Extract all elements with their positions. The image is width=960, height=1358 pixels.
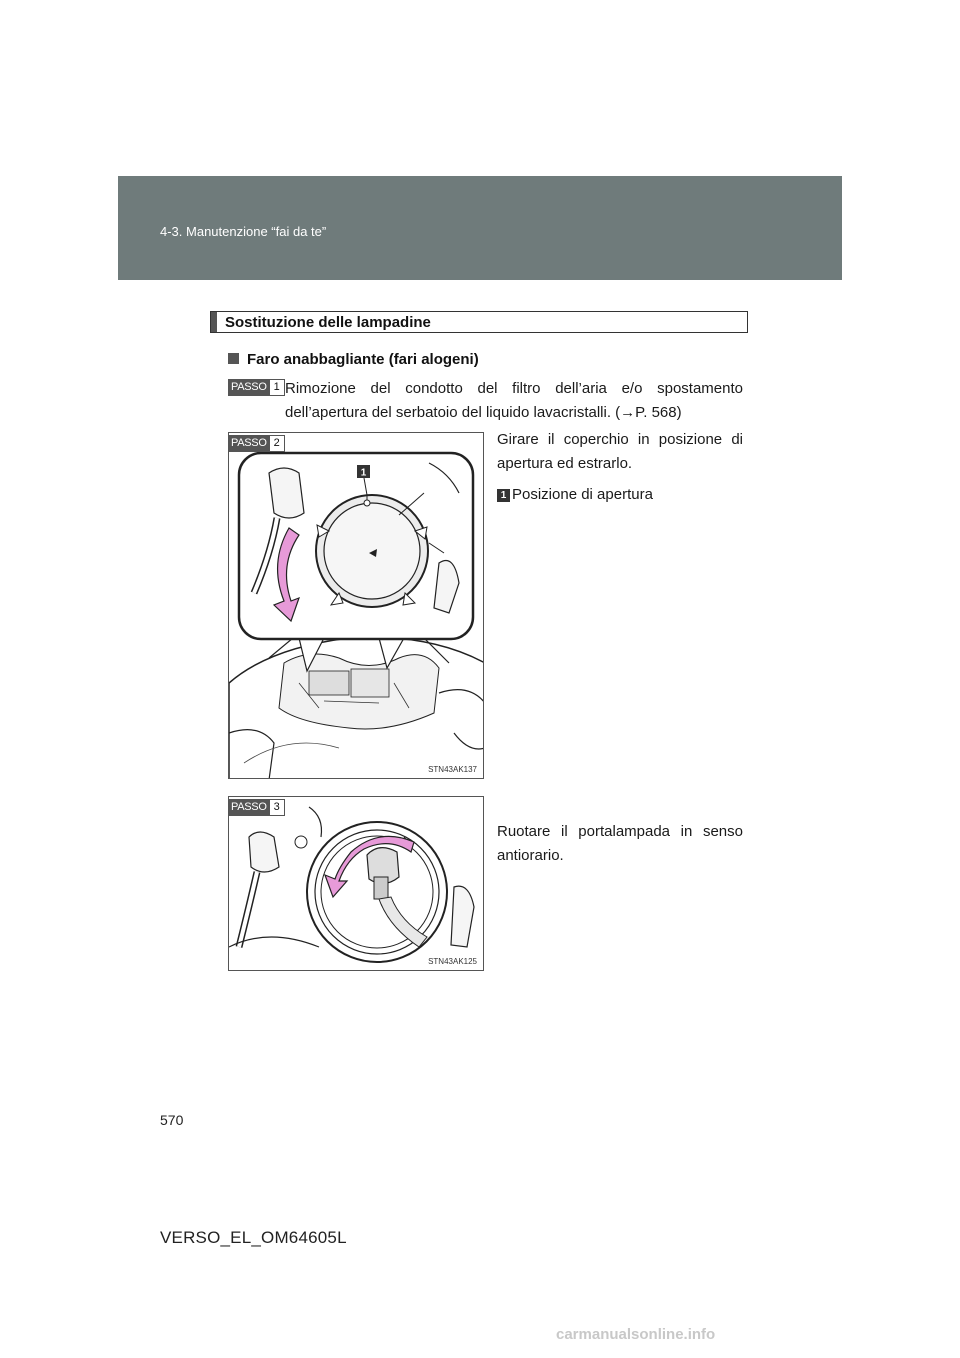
- section-title-box: [210, 311, 748, 333]
- figure-code: STN43AK125: [428, 957, 477, 966]
- engine-bay-illustration: [229, 433, 484, 779]
- step-label: PASSO: [228, 379, 270, 396]
- step-label: PASSO: [228, 435, 270, 452]
- page-number: 570: [160, 1112, 184, 1128]
- headlight-cover-figure: [228, 432, 484, 779]
- section-title-bar: [211, 312, 217, 332]
- section-title: Sostituzione delle lampadine: [225, 314, 431, 331]
- document-code: VERSO_EL_OM64605L: [160, 1228, 347, 1247]
- callout-label: 1: [360, 467, 367, 479]
- header-section-title: 4-3. Manutenzione “fai da te”: [160, 224, 327, 239]
- step-number: 2: [270, 435, 285, 452]
- bulb-holder-figure: [228, 796, 484, 971]
- subheading-text: Faro anabbagliante (fari alogeni): [247, 351, 479, 368]
- step-2-badge: [228, 435, 285, 452]
- step-label: PASSO: [228, 799, 270, 816]
- callout-text: Posizione di apertura: [512, 486, 653, 503]
- step-number: 3: [270, 799, 285, 816]
- step-1-badge: [228, 379, 285, 396]
- figure-code: STN43AK137: [428, 765, 477, 774]
- step-1-text: Rimozione del condotto del filtro dell’aria e/o spostamento dell’apertura del serbatoio del liquido lavacristalli. (→P. 568): [285, 380, 743, 421]
- bulb-holder-illustration: [229, 797, 484, 971]
- callout-number-badge: 1: [497, 489, 510, 502]
- step-3-badge: [228, 799, 285, 816]
- watermark: carmanualsonline.info: [556, 1326, 716, 1343]
- step-number: 1: [270, 379, 285, 396]
- square-bullet-icon: [228, 353, 239, 364]
- step-3-text: Ruotare il portalampada in senso antiorario.: [497, 823, 743, 864]
- step-2-text: Girare il coperchio in posizione di apertura ed estrarlo.: [497, 431, 743, 472]
- callout-legend: [497, 485, 653, 505]
- subheading: [228, 351, 479, 368]
